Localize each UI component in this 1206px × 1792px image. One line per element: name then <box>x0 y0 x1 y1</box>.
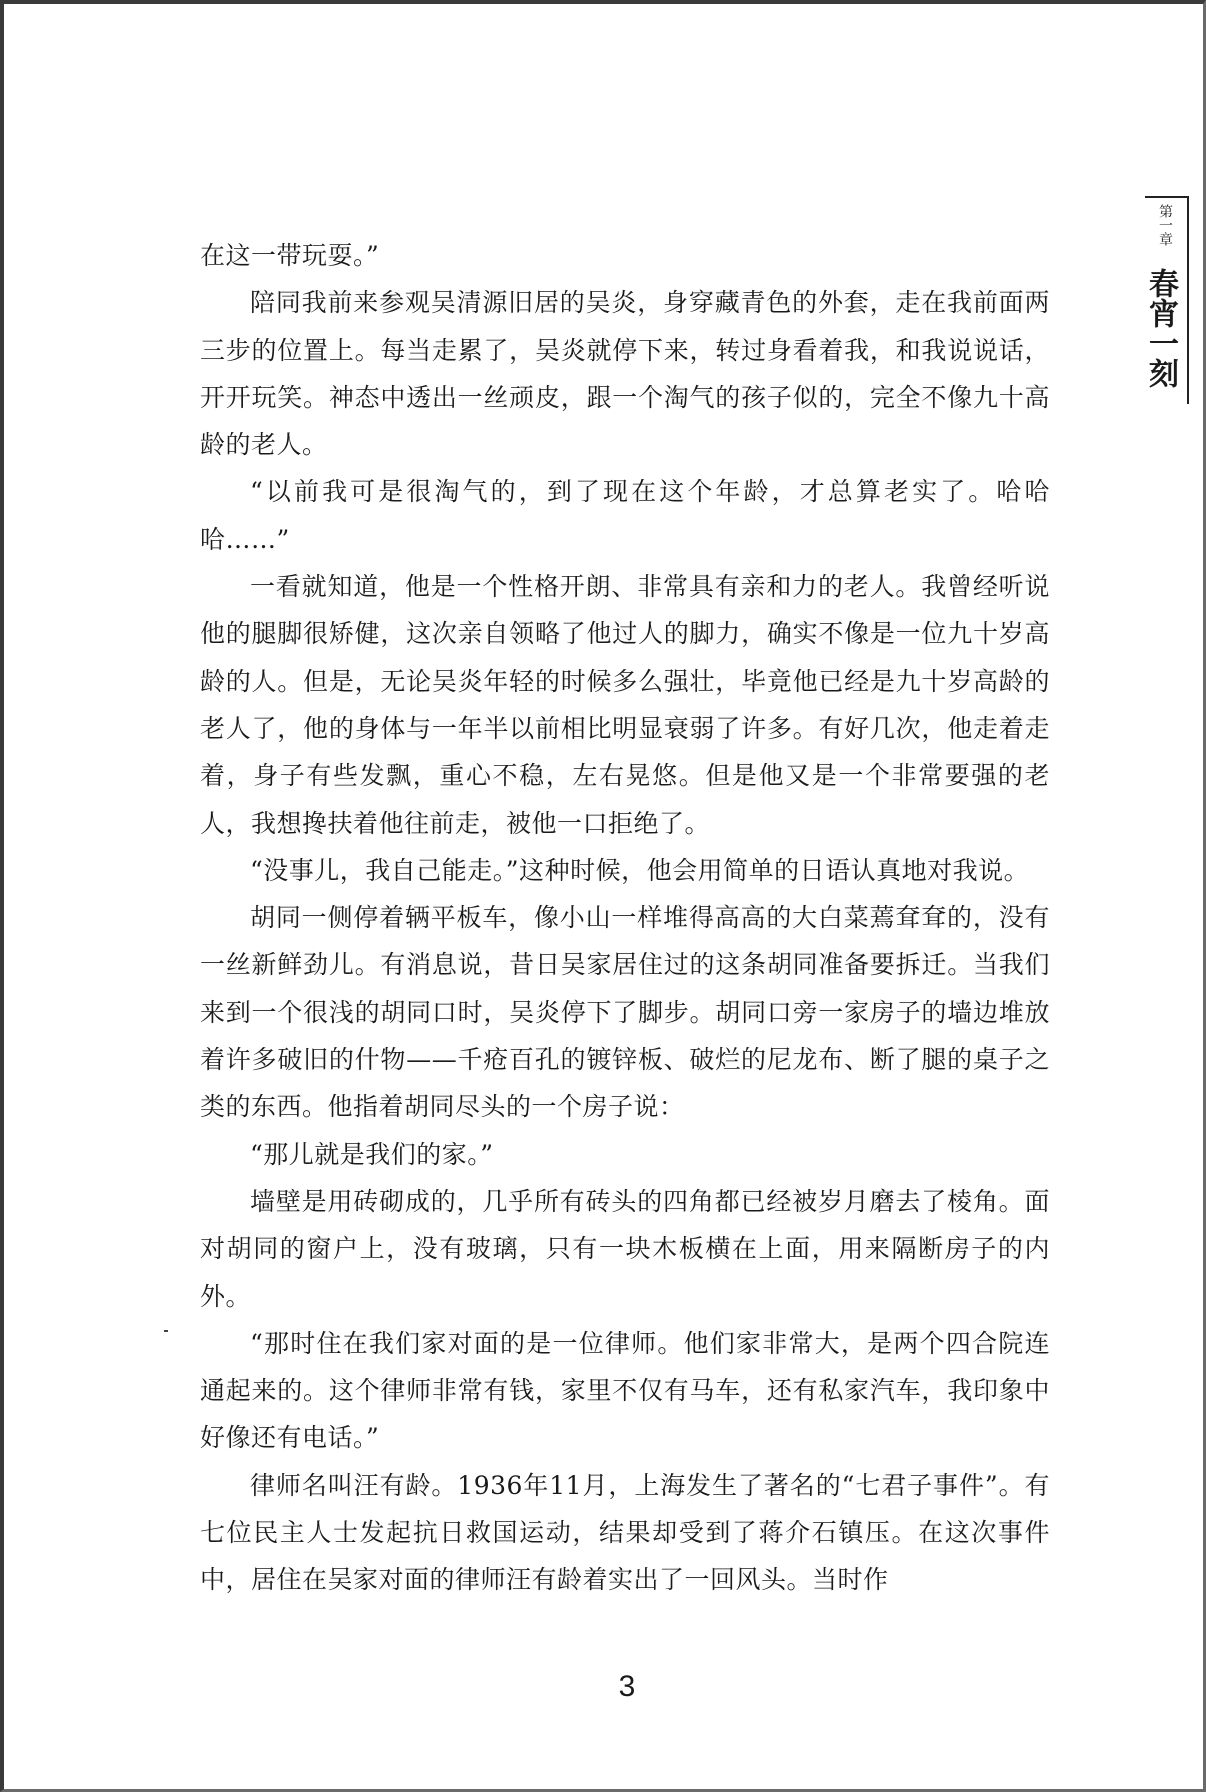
paragraph-continuation: 在这一带玩耍。” <box>200 241 380 270</box>
paragraph: “以前我可是很淘气的，到了现在这个年龄，才总算老实了。哈哈哈……” <box>200 477 1050 554</box>
paragraph: “那儿就是我们的家。” <box>250 1139 494 1169</box>
paragraph: “那时住在我们家对面的是一位律师。他们家非常大，是两个四合院连通起来的。这个律师非常有钱，家里不仅有马车，还有私家汽车，我印象中好像还有电话。” <box>200 1328 1050 1453</box>
chapter-label: 第一章 <box>1157 204 1173 246</box>
chapter-side-tab <box>1145 196 1189 404</box>
scan-speck <box>164 1330 168 1332</box>
paragraph: 墙壁是用砖砌成的，几乎所有砖头的四角都已经被岁月磨去了棱角。面对胡同的窗户上，没有玻璃，只有一块木板横在上面，用来隔断房子的内外。 <box>200 1186 1050 1311</box>
paragraph: “没事儿，我自己能走。”这种时候，他会用简单的日语认真地对我说。 <box>250 855 1030 885</box>
paragraph: 一看就知道，他是一个性格开朗、非常具有亲和力的老人。我曾经听说他的腿脚很矫健，这次亲自领略了他过人的脚力，确实不像是一位九十岁高龄的人。但是，无论吴炎年轻的时候多么强壮，毕竟他已经是九十岁高龄的老人了，他的身体与一年半以前相比明显衰弱了许多。有好几次，他走着走着，身子有些发飘，重心不稳，左右晃悠。但是他又是一个非常要强的老人，我想搀扶着他往前走，被他一口拒绝了。 <box>200 572 1050 838</box>
page-number: 3 <box>618 1670 636 1703</box>
body-text <box>200 232 1050 1604</box>
paragraph: 胡同一侧停着辆平板车，像小山一样堆得高高的大白菜蔫耷耷的，没有一丝新鲜劲儿。有消息说，昔日吴家居住过的这条胡同准备要拆迁。当我们来到一个很浅的胡同口时，吴炎停下了脚步。胡同口旁一家房子的墙边堆放着许多破旧的什物——千疮百孔的镀锌板、破烂的尼龙布、断了腿的桌子之类的东西。他指着胡同尽头的一个房子说： <box>200 903 1050 1122</box>
paragraph: 陪同我前来参观吴清源旧居的吴炎，身穿藏青色的外套，走在我前面两三步的位置上。每当走累了，吴炎就停下来，转过身看着我，和我说说话，开开玩笑。神态中透出一丝顽皮，跟一个淘气的孩子似的，完全不像九十高龄的老人。 <box>200 288 1050 460</box>
chapter-title: 春宵一刻 <box>1143 268 1178 388</box>
paragraph: 律师名叫汪有龄。1936年11月，上海发生了著名的“七君子事件”。有七位民主人士发起抗日救国运动，结果却受到了蒋介石镇压。在这次事件中，居住在吴家对面的律师汪有龄着实出了一回风头。当时作 <box>200 1470 1050 1595</box>
